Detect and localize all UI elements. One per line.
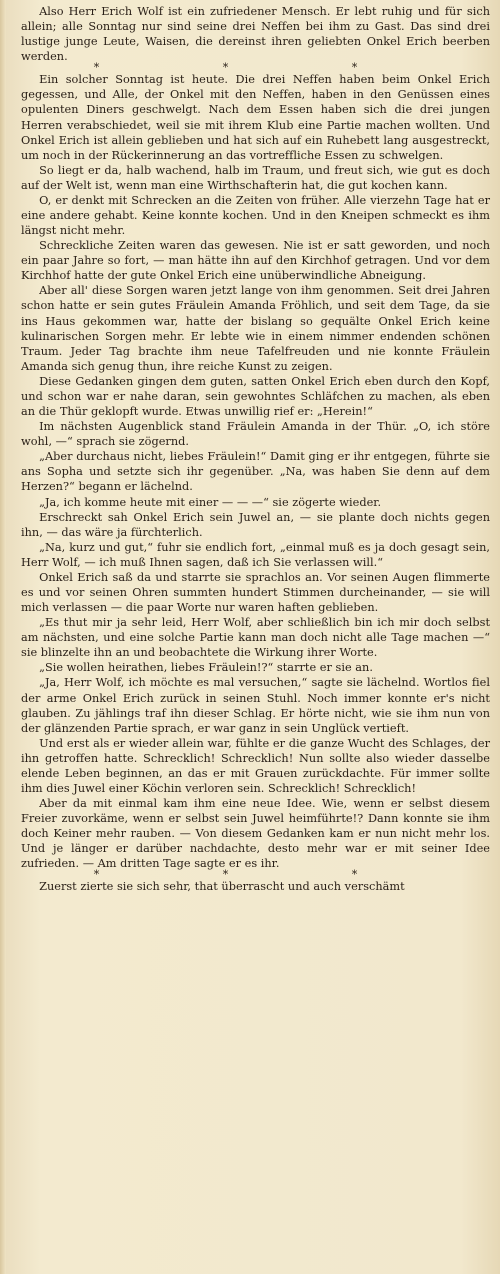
paragraph: O, er denkt mit Schrecken an die Zeiten von früher. Alle vierzehn Tage hat er eine andere gehabt. Keine konnte kochen. Und in den Kneipen schmeckt es ihm längst nicht mehr. bbox=[21, 193, 490, 238]
paragraph: Schreckliche Zeiten waren das gewesen. Nie ist er satt geworden, und noch ein paar Jahre so fort, — man hätte ihn auf den Kirchhof getragen. Und vor dem Kirchhof hatte der gute Onkel Erich eine unüberwindliche Abneigung. bbox=[21, 239, 490, 283]
section-separator: * * * bbox=[93, 868, 418, 882]
paragraph: Aber all' diese Sorgen waren jetzt lange von ihm genommen. Seit drei Jahren schon hatte er sein gutes Fräulein Amanda Fröhlich, und seit dem Tage, da sie ins Haus gekommen war, hatte der bislang so gequälte Onkel Erich keine kulinarischen Sorgen mehr. Er lebte wie in einem nimmer endenden schönen Traum. Jeder Tag brachte ihm neue Tafelfreuden und nie konnte Fräulein Amanda sich genug thun, ihre reiche Kunst zu zeigen. bbox=[21, 284, 490, 373]
paragraph: Aber da mit einmal kam ihm eine neue Idee. Wie, wenn er selbst diesem Freier zuvorkäme, wenn er selbst sein Juwel heimführte!? Dann konnte sie ihm doch Keiner mehr rauben. — Von diesem Gedanken kam er nun nicht mehr los. Und je länger er darüber nachdachte, desto mehr war er mit seiner Idee zufrieden. — Am dritten Tage sagte er es ihr. bbox=[21, 797, 490, 871]
paragraph: Zuerst zierte sie sich sehr, that überrascht und auch verschämt bbox=[39, 880, 405, 894]
paragraph: „Ja, Herr Wolf, ich möchte es mal versuchen,“ sagte sie lächelnd. Wortlos fiel der arme Onkel Erich zurück in seinen Stuhl. Noch immer konnte er's nicht glauben. Zu jählings traf ihn dieser Schlag. Er hörte nicht, wie sie ihm nun von der glänzenden Partie sprach, er war ganz in sein Unglück vertieft. bbox=[21, 676, 490, 735]
paragraph: Onkel Erich saß da und starrte sie sprachlos an. Vor seinen Augen flimmerte es und vor seinen Ohren summten hundert Stimmen durcheinander, — sie will mich verlassen — die paar Worte nur waren haften geblieben. bbox=[21, 570, 490, 615]
paragraph: „Aber durchaus nicht, liebes Fräulein!“ Damit ging er ihr entgegen, führte sie ans Sopha und setzte sich ihr gegenüber. „Na, was haben Sie denn auf dem Herzen?“ begann er lächelnd. bbox=[21, 450, 490, 494]
paragraph: So liegt er da, halb wachend, halb im Traum, und freut sich, wie gut es doch auf der Welt ist, wenn man eine Wirthschafterin hat, die gut kochen kann. bbox=[21, 163, 490, 192]
paragraph: Und erst als er wieder allein war, fühlte er die ganze Wucht des Schlages, der ihn getroffen hatte. Schrecklich! Schrecklich! Nun sollte also wieder dasselbe elende Leben beginnen, an das er mit Grauen zurückdachte. Für immer sollte ihm dies Juwel einer Köchin verloren sein. Schrecklich! Schrecklich! bbox=[21, 736, 490, 795]
paragraph: „Na, kurz und gut,“ fuhr sie endlich fort, „einmal muß es ja doch gesagt sein, Herr Wolf, — ich muß Ihnen sagen, daß ich Sie verlassen will.“ bbox=[21, 540, 490, 569]
paragraph: „Es thut mir ja sehr leid, Herr Wolf, aber schließlich bin ich mir doch selbst am nächsten, und eine solche Partie kann man doch nicht alle Tage machen —“ sie blinzelte ihn an und beobachtete die Wirkung ihrer Worte. bbox=[21, 616, 490, 660]
paragraph: „Sie wollen heirathen, liebes Fräulein!?“ starrte er sie an. bbox=[39, 661, 373, 675]
paragraph: Im nächsten Augenblick stand Fräulein Amanda in der Thür. „O, ich störe wohl, —“ sprach sie zögernd. bbox=[21, 420, 490, 449]
paragraph: Also Herr Erich Wolf ist ein zufriedener Mensch. Er lebt ruhig und für sich allein; alle Sonntag nur sind seine drei Neffen bei ihm zu Gast. Das sind drei lustige junge Leute, Waisen, die dereinst ihren geliebten Onkel Erich beerben werden. bbox=[21, 5, 490, 64]
text-column bbox=[21, 4, 490, 895]
paragraph: „Ja, ich komme heute mit einer — — —“ sie zögerte wieder. bbox=[39, 495, 382, 509]
section-separator: * * * bbox=[93, 61, 418, 75]
paragraph: Ein solcher Sonntag ist heute. Die drei Neffen haben beim Onkel Erich gegessen, und Alle, der Onkel mit den Neffen, haben in den Genüssen eines opulenten Diners geschwelgt. Nach dem Essen haben sich die drei jungen Herren verabschiedet, weil sie mit ihrem Klub eine Partie machen wollten. Und Onkel Erich ist allein geblieben und hat sich auf ein Ruhebett lang ausgestreckt, um noch in der Rückerinnerung an das vortreffliche Essen zu schwelgen. bbox=[21, 73, 490, 162]
paragraph: Erschreckt sah Onkel Erich sein Juwel an, — sie plante doch nichts gegen ihn, — das wäre ja fürchterlich. bbox=[21, 510, 490, 539]
paragraph: Diese Gedanken gingen dem guten, satten Onkel Erich eben durch den Kopf, und schon war er nahe daran, sein gewohntes Schläfchen zu machen, als eben an die Thür geklopft wurde. Etwas unwillig rief er: „Herein!“ bbox=[21, 374, 490, 419]
page-edge-shadow bbox=[0, 0, 6, 1274]
